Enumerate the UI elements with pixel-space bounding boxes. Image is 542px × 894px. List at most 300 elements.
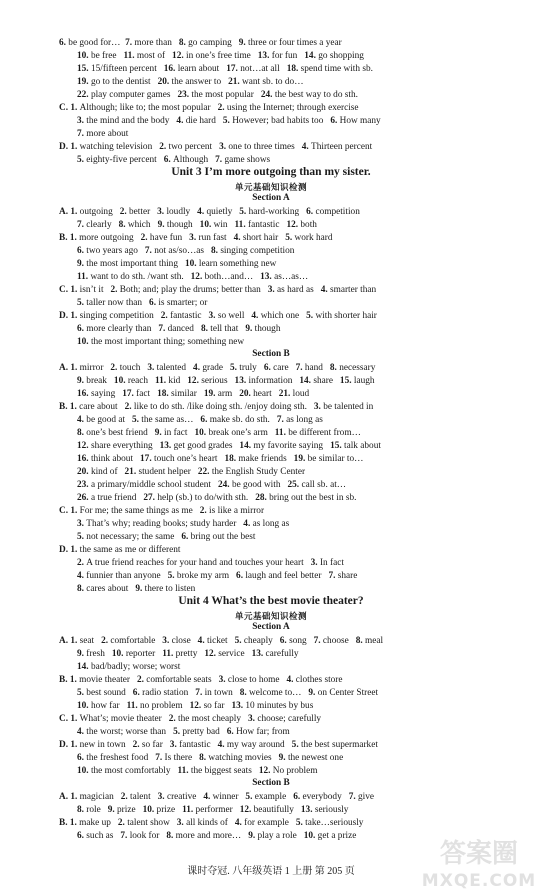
answer-text: go to the dentist [90,77,158,87]
item-number: 11. [162,649,176,659]
answer-text: watching movies [208,753,279,763]
item-number: 9. [278,753,288,763]
answer-line [77,219,317,231]
item-number: 22. [197,467,212,477]
answer-text: how far [90,701,127,711]
item-number: 20. [157,77,172,87]
answer-text: carefully [265,649,299,659]
answer-text: creative [166,792,204,802]
item-number: 5. [229,363,240,373]
item-number: 9. [107,805,118,815]
item-number: 5. [239,207,249,217]
answer-text: short hair [242,233,286,243]
answer-line [59,310,377,322]
answer-text: not necessary; the same [86,532,182,542]
item-number: 10. [77,766,91,776]
answer-text: radio station [142,688,196,698]
item-number: 26. [77,493,91,503]
answer-text: quietly [206,207,240,217]
item-number: 11. [154,376,169,386]
item-number: 6. [226,727,237,737]
answer-line [77,804,348,816]
answer-line [77,154,270,166]
item-number: 19. [293,454,308,464]
section-heading: Section A [252,622,290,632]
answer-text: the mind and the body [86,116,177,126]
answer-text: more about [86,129,129,139]
answer-line [59,791,374,803]
answer-text: play computer games [90,90,178,100]
answer-text: take…seriously [305,818,364,828]
answer-line [59,362,375,374]
item-number: 10. [77,51,91,61]
answer-line [77,427,361,439]
answer-text: best sound [86,688,133,698]
item-number: A. 1. [59,207,80,217]
item-number: 4. [301,142,312,152]
item-number: 9. [77,649,87,659]
item-number: 5. [77,688,87,698]
answer-text: look for [129,831,167,841]
answer-line [59,102,359,114]
item-number: 6. [263,363,274,373]
item-number: 3. [313,402,324,412]
item-number: A. 1. [59,792,80,802]
answer-text: most of [136,51,173,61]
answer-text: reach [127,376,155,386]
answer-text: information [248,376,300,386]
answer-text: seat [79,636,102,646]
answer-line [59,232,333,244]
item-number: 17. [226,64,241,74]
item-number: 14. [77,662,91,672]
answer-line [77,765,317,777]
item-number: 5. [77,155,87,165]
item-number: 8. [166,831,176,841]
item-number: 7. [158,324,168,334]
answer-text: new in town [79,740,133,750]
answer-text: saying [90,389,123,399]
answer-text: fact [136,389,158,399]
answer-text: be similar to… [307,454,364,464]
answer-text: go shopping [318,51,364,61]
answer-text: for example [244,818,296,828]
answer-text: both [300,220,317,230]
answer-text: movie theater [79,675,137,685]
answer-text: which one [260,311,307,321]
item-number: 3. [176,818,187,828]
answer-text: a primary/middle school student [90,480,218,490]
answer-text: singing competition [79,311,161,321]
item-number: D. 1. [59,740,80,750]
item-number: 18. [286,64,301,74]
answer-line [77,648,299,660]
answer-text: the same as… [141,415,201,425]
answer-text: example [254,792,294,802]
item-number: 2. [110,285,120,295]
item-number: 8. [178,38,189,48]
item-number: 9. [77,259,87,269]
answer-text: care [273,363,296,373]
item-number: 10. [113,376,128,386]
answer-line [59,544,180,556]
watermark-text-cn: 答案圈 [439,839,519,869]
item-number: 4. [77,415,87,425]
item-number: 23. [177,90,192,100]
answer-line [59,37,342,49]
item-number: 7. [77,129,87,139]
answer-line [77,440,381,452]
item-number: 13. [251,649,266,659]
item-number: 3. [248,714,258,724]
item-number: 12. [77,441,91,451]
item-number: 21. [228,77,243,87]
item-number: 6. [149,298,159,308]
answer-line [77,466,305,478]
answer-text: the biggest seats [190,766,259,776]
item-number: 6. [306,207,316,217]
answer-text: Thirteen percent [311,142,373,152]
answer-text: talk about [344,441,381,451]
answer-text: the most comfortably [90,766,178,776]
item-number: 24. [218,480,232,490]
answer-text: bad/badly; worse; worst [90,662,181,672]
answer-text: more clearly than [86,324,159,334]
item-number: 3. [157,792,167,802]
item-number: 2. [168,714,179,724]
item-number: 3. [157,207,167,217]
item-number: B. 1. [59,818,80,828]
answer-text: think about [90,454,141,464]
item-number: C. 1. [59,506,80,516]
item-number: 4. [234,818,245,828]
answer-line [77,258,276,270]
answer-text: No problem [272,766,318,776]
item-number: 2. [160,311,171,321]
item-number: 10. [111,649,126,659]
answer-text: though [166,220,200,230]
answer-text: comfortable seats [146,675,219,685]
item-number: 2. [101,636,111,646]
answer-text: talented [156,363,194,373]
item-number: 2. [140,233,150,243]
answer-text: That’s why; reading books; study harder [86,519,244,529]
item-number: 8. [77,805,87,815]
answer-text: prize [156,805,183,815]
item-number: 10. [184,259,199,269]
answer-text: be free [90,51,124,61]
answer-text: truly [239,363,264,373]
item-number: 2. [199,506,210,516]
answer-text: watching television [79,142,160,152]
answer-text: talent [130,792,158,802]
answer-text: the best way to do sth. [274,90,358,100]
answer-text: However; bad habits too [232,116,331,126]
item-number: 9. [238,38,249,48]
item-number: 11. [234,220,248,230]
answer-text: the most important thing; something new [90,337,245,347]
item-number: D. 1. [59,545,80,555]
answer-text: using the Internet; through exercise [226,103,359,113]
answer-text: smarter than [329,285,377,295]
item-number: 8. [200,324,211,334]
answer-line [59,635,383,647]
answer-line [77,323,280,335]
item-number: 7. [348,792,358,802]
answer-text: grade [202,363,230,373]
answer-text: all kinds of [186,818,235,828]
answer-text: not as/so…as [154,246,212,256]
answer-text: the worst; worse than [86,727,174,737]
answer-text: 15/fifteen percent [90,64,164,74]
item-number: 12. [204,649,219,659]
answer-text: welcome to… [249,688,309,698]
item-number: 4. [251,311,261,321]
answer-text: service [218,649,252,659]
answer-text: choose [322,636,356,646]
section-heading: Section B [252,349,290,359]
item-number: 7. [215,155,225,165]
answer-text: the most popular [191,90,261,100]
item-number: 10. [77,701,91,711]
answer-text: beautifully [253,805,301,815]
answer-text: pretty [175,649,205,659]
answer-line [77,128,128,140]
answer-text: more and more… [175,831,249,841]
item-number: 6. [293,792,303,802]
answer-text: In fact [319,558,344,568]
item-number: 17. [122,389,137,399]
answer-text: have fun [149,233,190,243]
item-number: 3. [189,233,199,243]
item-number: 6. [236,571,246,581]
item-number: 6. [59,38,69,48]
answer-text: everybody [302,792,349,802]
watermark-text-en: MXQE.COM [421,871,537,891]
item-number: 9. [245,324,255,334]
item-number: 5. [285,233,295,243]
item-number: 4. [176,116,186,126]
answer-line [59,141,372,153]
item-number: 5. [77,298,87,308]
item-number: 12. [258,766,273,776]
item-number: 3. [162,636,172,646]
item-number: 4. [77,727,87,737]
answer-text: winner [212,792,246,802]
answer-line [59,674,343,686]
answer-text: so far [141,740,170,750]
answer-text: comfortable [110,636,163,646]
answer-text: be good for… [68,38,126,48]
item-number: 3. [310,558,320,568]
unit-subheading: 单元基础知识检测 [234,183,307,193]
item-number: 2. [77,558,87,568]
item-number: 16. [77,389,91,399]
answer-text: seriously [314,805,349,815]
item-number: 23. [77,480,91,490]
item-number: C. 1. [59,285,80,295]
item-number: 12. [239,805,254,815]
item-number: 7. [144,246,155,256]
answer-text: with shorter hair [315,311,377,321]
answer-line [77,661,180,673]
answer-text: touch [119,363,148,373]
answer-text: 10 minutes by bus [245,701,314,711]
answer-text: make up [79,818,118,828]
item-number: 2. [117,818,128,828]
answer-text: more outgoing [79,233,141,243]
answer-text: one to three times [228,142,302,152]
answer-line [77,830,356,842]
answer-text: talent show [127,818,177,828]
item-number: 6. [132,688,143,698]
item-number: 17. [140,454,154,464]
item-number: 4. [203,792,213,802]
answer-text: outgoing [79,207,120,217]
item-number: 2. [217,103,227,113]
answer-line [77,752,343,764]
item-number: 2. [119,207,129,217]
answer-text: the English Study Center [211,467,306,477]
answer-text: on Center Street [317,688,379,698]
answer-text: run fast [198,233,234,243]
answer-text: is smarter; or [158,298,208,308]
answer-text: in fact [164,428,195,438]
item-number: 10. [77,337,91,347]
item-number: 3. [77,116,87,126]
answer-text: prize [117,805,143,815]
answer-text: fresh [86,649,112,659]
item-number: 24. [260,90,275,100]
answer-text: fantastic [247,220,287,230]
answer-text: close [171,636,198,646]
answer-text: the most important thing [86,259,185,269]
item-number: 5. [245,792,255,802]
item-number: 10. [303,831,318,841]
item-number: 11. [77,272,91,282]
answer-text: one’s best friend [86,428,155,438]
answer-text: a true friend [90,493,144,503]
item-number: 10. [199,220,214,230]
item-number: 7. [195,688,205,698]
item-number: 4. [320,285,330,295]
item-number: 8. [211,246,221,256]
answer-text: touch one’s heart [153,454,225,464]
answer-line [77,570,357,582]
answer-line [77,557,344,569]
item-number: 3. [267,285,278,295]
answer-text: more than [134,38,179,48]
item-number: 5. [295,818,306,828]
item-number: 13. [300,805,315,815]
answer-line [59,206,360,218]
answer-text: kind of [90,467,125,477]
item-number: 11. [177,766,191,776]
answer-text: How many [339,116,381,126]
item-number: 7. [313,636,323,646]
item-number: 5. [306,311,316,321]
item-number: 18. [157,389,172,399]
item-number: 14. [304,51,319,61]
answer-text: hand [304,363,330,373]
answer-text: go camping [188,38,239,48]
answer-line [77,518,289,530]
answer-line [77,388,309,400]
answer-text: as long as [252,519,290,529]
item-number: 7. [77,220,87,230]
item-number: 7. [328,571,338,581]
answer-text: broke my arm [176,571,237,581]
answer-line [77,453,363,465]
answer-text: cheaply [243,636,280,646]
item-number: 4. [286,675,296,685]
answer-text: necessary [339,363,376,373]
item-number: 6. [77,246,87,256]
item-number: 7. [155,753,165,763]
item-number: 2. [136,675,147,685]
answer-text: no problem [140,701,190,711]
item-number: 10. [194,428,209,438]
answer-text: as long as [286,415,323,425]
item-number: 16. [163,64,178,74]
item-number: 2. [110,363,120,373]
item-number: 11. [182,805,196,815]
answer-text: there to listen [144,584,196,594]
answer-text: Although [173,155,216,165]
answer-text: care about [79,402,125,412]
item-number: 5. [173,727,183,737]
answer-line [77,297,207,309]
item-number: 9. [77,376,87,386]
item-number: 5. [167,571,177,581]
answer-text: similar [171,389,204,399]
item-number: B. 1. [59,233,80,243]
item-number: 5. [132,415,142,425]
answer-text: in one’s free time [186,51,258,61]
answer-text: the same as me or different [79,545,181,555]
answer-text: heart [253,389,279,399]
item-number: D. 1. [59,142,80,152]
item-number: D. 1. [59,311,80,321]
answer-text: performer [195,805,240,815]
answer-text: want to do sth. /want sth. [90,272,191,282]
answer-text: loudly [166,207,198,217]
item-number: 3. [77,519,87,529]
answer-line [77,726,290,738]
answer-text: the answer to [171,77,229,87]
answer-text: singing competition [220,246,295,256]
answer-text: fantastic [170,311,209,321]
item-number: 13. [159,441,174,451]
item-number: 11. [123,51,137,61]
item-number: 12. [189,701,204,711]
section-heading: Section B [252,778,290,788]
item-number: 15. [330,441,345,451]
item-number: 20. [239,389,254,399]
item-number: 5. [234,636,244,646]
item-number: 20. [77,467,91,477]
item-number: 5. [77,532,87,542]
answer-text: magician [79,792,121,802]
item-number: B. 1. [59,402,80,412]
answer-line [77,76,304,88]
item-number: 22. [77,90,91,100]
answer-text: be talented in [323,402,374,412]
item-number: 5. [222,116,233,126]
item-number: 15. [77,64,91,74]
answer-line [77,414,323,426]
item-number: 13. [260,272,275,282]
